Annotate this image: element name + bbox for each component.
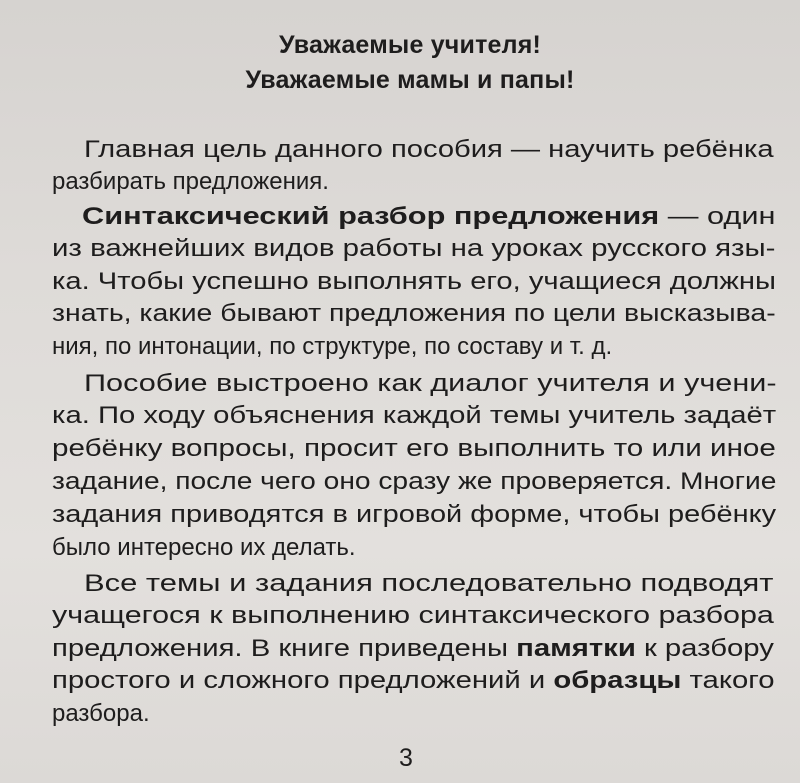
- paragraph-2-line-5: ния, по интонации, по структуре, по составу и т. д.: [52, 333, 613, 360]
- paragraph-3-line-6: было интересно их делать.: [52, 534, 356, 561]
- term-samples: образцы: [553, 667, 682, 694]
- paragraph-4-line-1: Все темы и задания последовательно подводят: [84, 570, 774, 597]
- paragraph-3-line-3: ребёнку вопросы, просит его выполнить то или иное: [52, 435, 776, 462]
- paragraph-1-line-1: Главная цель данного пособия — научить ребёнка: [84, 136, 774, 163]
- paragraph-2-line-3: ка. Чтобы успешно выполнять его, учащиеся должны: [52, 268, 776, 295]
- paragraph-3-line-1: Пособие выстроено как диалог учителя и учени-: [84, 370, 777, 397]
- term-syntactic-analysis: Синтаксический разбор предложения: [82, 203, 660, 230]
- paragraph-4-line-2: учащегося к выполнению синтаксического разбора: [52, 602, 774, 629]
- paragraph-2-line-2: из важнейших видов работы на уроках русского язы-: [52, 235, 776, 262]
- paragraph-1-line-2: разбирать предложения.: [52, 168, 329, 195]
- paragraph-3-line-2: ка. По ходу объяснения каждой темы учитель задаёт: [52, 402, 777, 429]
- paragraph-2-line-1: Синтаксический разбор предложения — один: [82, 203, 776, 230]
- term-memos: памятки: [516, 635, 636, 662]
- paragraph-3-line-4: задание, после чего оно сразу же проверяется. Многие: [52, 468, 777, 495]
- paragraph-4-line-5: разбора.: [52, 700, 150, 727]
- paragraph-2-line-4: знать, какие бывают предложения по цели высказыва-: [52, 300, 776, 327]
- paragraph-3-line-5: задания приводятся в игровой форме, чтобы ребёнку: [52, 501, 777, 528]
- paragraph-4-line-4: простого и сложного предложений и образцы такого: [52, 667, 775, 694]
- page-number: 3: [399, 744, 413, 772]
- heading-line-1: Уважаемые учителя!: [278, 31, 542, 59]
- heading-line-2: Уважаемые мамы и папы!: [245, 66, 575, 94]
- paragraph-4-line-3: предложения. В книге приведены памятки к разбору: [52, 635, 774, 662]
